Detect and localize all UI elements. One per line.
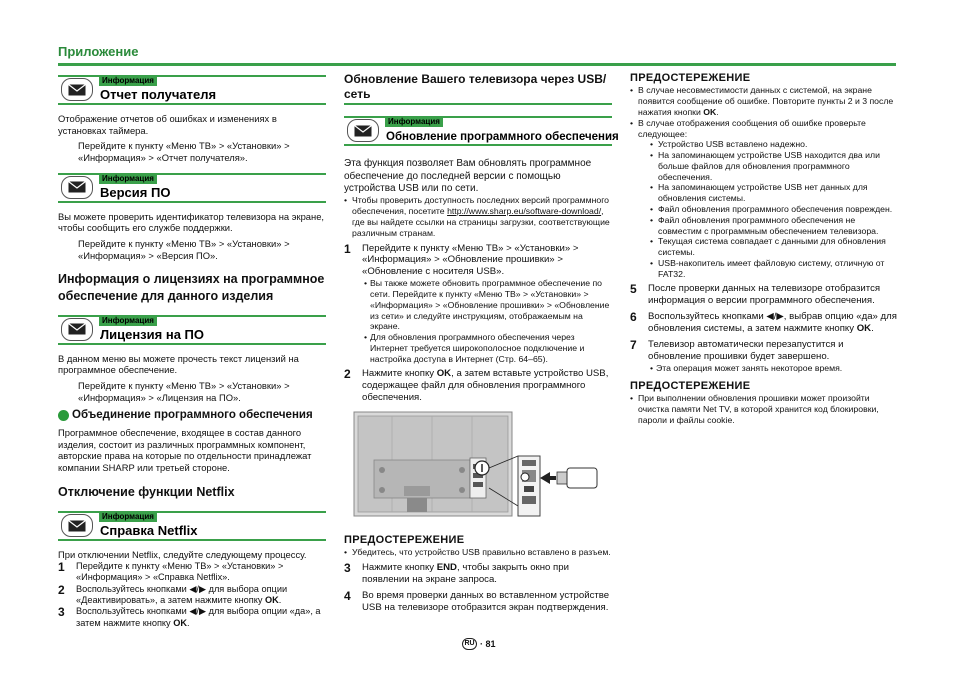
envelope-icon — [61, 176, 93, 199]
update-intro: Эта функция позволяет Вам обновлять программное обеспечение до последней версии с помощью устройства USB или по сети. — [344, 158, 592, 195]
license-description: В данном меню вы можете прочесть текст лицензий на программное обеспечение. — [58, 352, 299, 376]
recipient-description: Отображение отчетов об ошибках и изменениях в установках таймера. — [58, 113, 277, 136]
section-title: Приложение — [58, 44, 139, 59]
netflix-heading: Отключение функции Netflix — [58, 484, 235, 499]
usb-update-heading: Обновление Вашего телевизора через USB/сеть — [344, 72, 612, 105]
caution-heading-2: ПРЕДОСТЕРЕЖЕНИЕ — [630, 379, 751, 392]
check-item: • Файл обновления программного обеспечения не совместим с программным обеспечением телевизора. — [630, 215, 898, 237]
merge-description: Программное обеспечение, входящее в состав данного изделия, состоит из различных программных компонент, авторские права на которые по отдельности принадлежат компании SHARP или третьей стороне. — [58, 427, 312, 474]
update-step-2: 2 Нажмите кнопку OK, а затем вставьте устройство USB, содержащее файл для обновления программного обеспечения. — [344, 367, 609, 404]
info-box-software-version — [58, 170, 326, 203]
caution-check-list-intro: • В случае отображения сообщения об ошибке проверьте следующее: — [630, 118, 898, 140]
info-box-recipient-report — [58, 72, 326, 105]
update-note: • Чтобы проверить доступность последних версий программного обеспечения, посетите http://www.sharp.eu/software-download/, где вы найдете ссылки на страницы загрузки, соответствующие различным странам. — [344, 195, 612, 238]
check-item: • На запоминающем устройстве USB находится два или больше файлов для обновления программного обеспечения. — [630, 150, 898, 182]
page-number — [462, 638, 496, 650]
check-item: • Текущая система совпадает с данными для обновления системы. — [630, 236, 898, 258]
netflix-description: При отключении Netflix, следуйте следующему процессу. — [58, 549, 307, 561]
tv-usb-illustration — [352, 410, 600, 522]
check-item: • Файл обновления программного обеспечения поврежден. — [630, 204, 898, 215]
info-tag: Информация — [99, 76, 157, 86]
info-box-title: Версия ПО — [100, 184, 171, 200]
column-left — [58, 72, 326, 629]
update-step-1-note-2: • Для обновления программного обеспечения через Интернет требуется широкополосное подключение и настройка доступа в Интернет (Стр. 64–65). — [344, 332, 612, 364]
update-step-7: 7 Телевизор автоматически перезапустится и обновление прошивки будет завершено. — [630, 338, 844, 362]
update-step-1-note-1: • Вы также можете обновить программное обеспечение по сети. Перейдите к пункту «Меню ТВ» > «Установки» > «Информация» > «Обновление прошивки» > «Обновление из сети» и следуйте инструкциям, отображаемым на экране. — [344, 278, 612, 332]
caution-heading: ПРЕДОСТЕРЕЖЕНИЕ — [344, 533, 465, 546]
caution-error-message: • В случае несовместимости данных с системой, на экране появится сообщение об ошибке. Повторите пункты 2 и 3 после нажатия кнопки OK. — [630, 85, 898, 117]
info-tag: Информация — [99, 316, 157, 326]
info-box-title: Лицензия на ПО — [100, 326, 204, 342]
check-item: • На запоминающем устройстве USB нет данных для обновления системы. — [630, 182, 898, 204]
update-step-6: 6 Воспользуйтесь кнопками ◀/▶, выбрав опцию «да» для обновления системы, а затем нажмите кнопку OK. — [630, 310, 897, 335]
info-box-software-update — [344, 113, 619, 146]
column-right — [630, 72, 898, 425]
info-box-title: Справка Netflix — [100, 523, 198, 539]
info-box-title: Обновление программного обеспечения — [386, 131, 619, 144]
info-tag: Информация — [385, 117, 443, 127]
info-box-software-license — [58, 312, 326, 345]
netflix-step-2: 2 Воспользуйтесь кнопками ◀/▶ для выбора опции «Деактивировать», а затем нажмите кнопку OK. — [58, 582, 288, 605]
caution-usb-inserted: • Убедитесь, что устройство USB правильно вставлено в разъем. — [344, 547, 612, 558]
envelope-icon — [61, 514, 93, 537]
top-divider — [58, 63, 896, 66]
netflix-step-1: 1 Перейдите к пункту «Меню ТВ» > «Установки» > «Информация» > «Справка Netflix». — [58, 559, 284, 583]
version-description: Вы можете проверить идентификатор телевизора на экране, чтобы сообщить его службе поддержки. — [58, 210, 325, 234]
update-step-1: 1 Перейдите к пункту «Меню ТВ» > «Установки» > «Информация» > «Обновление прошивки» > «Обновление с носителя USB». — [344, 241, 579, 278]
recipient-menu-path: Перейдите к пункту «Меню ТВ» > «Установки» > «Информация» > «Отчет получателя». — [78, 140, 290, 163]
check-item: • USB-накопитель имеет файловую систему, отличную от FAT32. — [630, 258, 898, 280]
info-box-title: Отчет получателя — [100, 87, 217, 102]
usb-stick-icon — [540, 468, 597, 488]
license-menu-path: Перейдите к пункту «Меню ТВ» > «Установки» > «Информация» > «Лицензия на ПО». — [78, 380, 290, 403]
update-step-3: 3 Нажмите кнопку END, чтобы закрыть окно при появлении на экране запроса. — [344, 561, 569, 585]
update-step-7-note: • Эта операция может занять некоторое время. — [630, 363, 898, 374]
info-box-netflix-help — [58, 508, 326, 541]
sharp-download-link[interactable]: http://www.sharp.eu/software-download/ — [447, 206, 602, 217]
version-menu-path: Перейдите к пункту «Меню ТВ» > «Установки» > «Информация» > «Версия ПО». — [78, 237, 290, 261]
envelope-icon — [61, 318, 93, 341]
netflix-step-3: 3 Воспользуйтесь кнопками ◀/▶ для выбора опции «да», а затем нажмите кнопку OK. — [58, 605, 321, 628]
tv-back-panel — [354, 412, 512, 516]
update-step-4: 4 Во время проверки данных во вставленном устройстве USB на телевизоре отобразится экран подтверждения. — [344, 588, 610, 613]
info-tag: Информация — [99, 174, 157, 184]
merge-heading: Объединение программного обеспечения — [58, 409, 326, 423]
license-heading: Информация о лицензиях на программное обеспечение для данного изделия — [58, 272, 325, 303]
caution-heading-1: ПРЕДОСТЕРЕЖЕНИЕ — [630, 72, 751, 84]
envelope-icon — [347, 119, 379, 142]
page-number-text: · 81 — [480, 638, 496, 649]
green-bullet-icon — [58, 410, 69, 421]
info-tag: Информация — [99, 512, 157, 522]
column-middle — [344, 72, 619, 614]
language-badge: RU — [462, 638, 477, 650]
update-step-5: 5 После проверки данных на телевизоре отобразится информация о версии программного обеспечения. — [630, 282, 881, 307]
envelope-icon — [61, 78, 93, 101]
caution-net-tv-memory: • При выполнении обновления прошивки может произойти очистка памяти Net TV, в которой хранится код блокировки, пароли и файлы cookie. — [630, 393, 898, 425]
check-item: • Устройство USB вставлено надежно. — [630, 139, 898, 150]
